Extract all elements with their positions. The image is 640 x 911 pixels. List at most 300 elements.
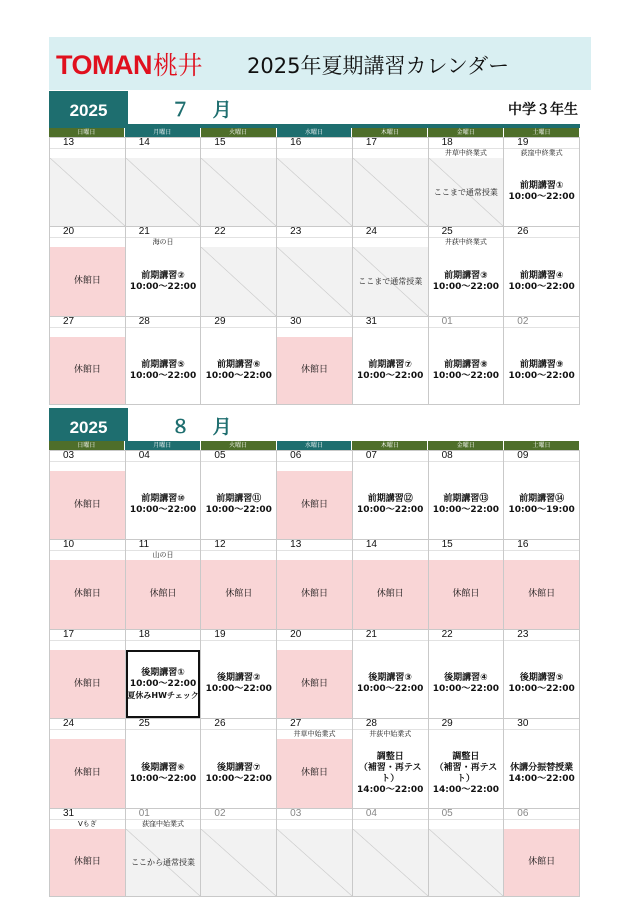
schedule-text <box>301 589 328 600</box>
date-number: 19 <box>517 138 529 148</box>
schedule-text <box>127 668 198 701</box>
schedule-line: 後期講習⑤ <box>519 673 564 683</box>
calendar-day <box>201 451 277 540</box>
schedule-line: 10:00～22:00 <box>129 281 197 292</box>
july-calendar <box>49 91 580 396</box>
august-weekday-6: 土曜日 <box>504 441 580 450</box>
schedule-text <box>74 679 101 690</box>
date-strip <box>429 451 504 461</box>
day-note <box>201 461 276 471</box>
august-weekday-row <box>49 441 580 450</box>
date-strip <box>126 809 201 819</box>
date-number: 08 <box>441 451 453 461</box>
day-note <box>353 461 428 471</box>
day-schedule <box>277 337 352 404</box>
date-strip <box>201 630 276 640</box>
day-schedule <box>353 650 428 718</box>
schedule-line: 休館日 <box>300 365 328 375</box>
schedule-line: 休館日 <box>376 589 404 599</box>
day-schedule <box>277 247 352 316</box>
day-note <box>50 550 125 560</box>
day-schedule <box>50 739 125 808</box>
schedule-line: 前期講習⑤ <box>141 359 185 370</box>
schedule-line: 10:00～22:00 <box>357 505 424 515</box>
day-schedule <box>429 829 504 896</box>
day-schedule <box>126 337 201 404</box>
day-schedule <box>353 560 428 629</box>
date-number: 13 <box>63 138 75 148</box>
schedule-text <box>452 589 479 600</box>
day-schedule <box>277 158 352 226</box>
day-schedule <box>126 829 201 896</box>
schedule-line: 調整日 <box>376 751 404 762</box>
date-strip <box>50 630 125 640</box>
grade-label: 中学３年生 <box>508 102 578 118</box>
brand-logo <box>56 46 202 82</box>
date-strip <box>50 719 125 729</box>
day-note <box>126 327 201 337</box>
day-note <box>429 819 504 829</box>
calendar-day <box>201 809 277 897</box>
date-number: 23 <box>290 227 302 237</box>
day-schedule <box>353 247 428 316</box>
august-grid <box>49 450 580 897</box>
date-strip <box>277 451 352 461</box>
date-number: 26 <box>517 227 529 237</box>
schedule-line: 休館日 <box>73 276 101 286</box>
schedule-line: （補習・再テスト） <box>434 762 498 784</box>
schedule-line: 10:00～22:00 <box>129 505 197 515</box>
july-month-label: ７ 月 <box>171 99 240 121</box>
date-number: 16 <box>290 138 302 148</box>
date-number: 17 <box>365 138 377 148</box>
schedule-line: 前期講習⑧ <box>444 359 488 370</box>
date-strip <box>504 630 579 640</box>
calendar-day <box>429 809 505 897</box>
schedule-line: 後期講習⑦ <box>216 762 261 773</box>
schedule-line: 前期講習① <box>519 181 564 191</box>
day-note <box>201 237 276 247</box>
day-schedule <box>353 739 428 808</box>
day-note <box>201 729 276 739</box>
date-strip <box>277 540 352 550</box>
day-note <box>50 148 125 158</box>
day-schedule <box>277 739 352 808</box>
date-strip <box>353 540 428 550</box>
schedule-text <box>206 360 272 382</box>
date-number: 09 <box>517 451 529 461</box>
date-strip <box>353 317 428 327</box>
date-strip <box>429 719 504 729</box>
schedule-text <box>433 271 499 293</box>
date-strip <box>504 317 579 327</box>
day-note <box>201 550 276 560</box>
schedule-line: 10:00～22:00 <box>508 370 575 381</box>
schedule-line: 前期講習⑨ <box>519 359 564 370</box>
date-strip <box>201 227 276 237</box>
date-number: 02 <box>214 809 226 819</box>
day-schedule <box>126 560 201 629</box>
day-note <box>353 640 428 650</box>
calendar-day <box>126 540 202 630</box>
schedule-line: 後期講習② <box>216 673 261 683</box>
day-schedule <box>504 560 579 629</box>
date-strip <box>277 138 352 148</box>
date-number: 13 <box>290 540 302 550</box>
date-strip <box>277 227 352 237</box>
date-strip <box>277 719 352 729</box>
july-weekday-4: 木曜日 <box>352 128 428 137</box>
august-year: 2025 <box>49 408 128 445</box>
calendar-day <box>50 719 126 809</box>
schedule-line: 10:00～22:00 <box>129 773 197 784</box>
date-number: 22 <box>214 227 226 237</box>
date-number: 01 <box>441 317 453 327</box>
schedule-line: 10:00～22:00 <box>357 370 424 381</box>
brand-jp: 桃井 <box>153 51 203 80</box>
day-schedule <box>504 739 579 808</box>
day-note <box>50 729 125 739</box>
date-number: 25 <box>441 227 453 237</box>
day-schedule <box>201 829 276 896</box>
calendar-day <box>201 630 277 719</box>
date-strip <box>504 809 579 819</box>
schedule-line: 後期講習③ <box>368 673 412 683</box>
day-schedule <box>429 471 504 539</box>
day-note <box>277 550 352 560</box>
schedule-line: 休館日 <box>528 857 556 867</box>
day-schedule <box>504 829 579 896</box>
schedule-text <box>74 276 101 287</box>
calendar-day <box>429 317 505 405</box>
calendar-day <box>50 138 126 227</box>
schedule-line: ここまで通常授業 <box>358 277 423 286</box>
schedule-line: 10:00～22:00 <box>508 192 575 202</box>
calendar-day <box>429 630 505 719</box>
date-number: 04 <box>138 451 150 461</box>
schedule-line: 前期講習⑥ <box>216 359 261 370</box>
day-schedule <box>504 158 579 226</box>
schedule-line: 調整日 <box>452 751 480 762</box>
schedule-text <box>74 768 101 779</box>
day-schedule <box>50 337 125 404</box>
calendar-day <box>353 719 429 809</box>
schedule-line: 休館日 <box>73 589 101 599</box>
schedule-line: 前期講習④ <box>519 270 564 281</box>
schedule-line: 10:00～22:00 <box>432 370 500 381</box>
schedule-text <box>206 763 272 785</box>
page-title: 2025年夏期講習カレンダー <box>247 54 510 78</box>
date-strip <box>201 317 276 327</box>
july-weekday-1: 月曜日 <box>125 128 201 137</box>
calendar-day <box>201 317 277 405</box>
calendar-day <box>126 317 202 405</box>
date-strip <box>126 540 201 550</box>
day-note <box>353 819 428 829</box>
calendar-day <box>353 630 429 719</box>
date-strip <box>126 227 201 237</box>
calendar-day <box>429 719 505 809</box>
date-number: 22 <box>441 630 453 640</box>
date-strip <box>126 317 201 327</box>
day-note: Vもぎ <box>50 819 125 829</box>
calendar-day <box>277 809 353 897</box>
day-note <box>353 237 428 247</box>
schedule-text <box>508 763 574 785</box>
july-weekday-5: 金曜日 <box>428 128 504 137</box>
august-weekday-5: 金曜日 <box>428 441 504 450</box>
schedule-line: 休館日 <box>300 499 328 510</box>
date-strip <box>504 719 579 729</box>
date-strip <box>429 138 504 148</box>
date-strip <box>201 138 276 148</box>
date-strip <box>353 809 428 819</box>
day-note <box>429 550 504 560</box>
day-note: 海の日 <box>126 237 201 247</box>
day-schedule <box>201 739 276 808</box>
schedule-text <box>301 679 328 690</box>
schedule-text <box>74 500 101 511</box>
day-schedule <box>353 829 428 896</box>
july-weekday-3: 水曜日 <box>277 128 353 137</box>
schedule-text <box>434 187 498 198</box>
july-weekday-row <box>49 128 580 137</box>
day-note <box>201 148 276 158</box>
schedule-line: 前期講習⑬ <box>443 494 489 504</box>
day-note <box>277 819 352 829</box>
day-schedule <box>353 158 428 226</box>
schedule-line: 10:00～22:00 <box>205 505 272 515</box>
calendar-day <box>126 809 202 897</box>
date-number: 15 <box>441 540 453 550</box>
calendar-day <box>277 227 353 317</box>
schedule-line: 休館日 <box>225 589 253 599</box>
day-schedule <box>126 471 201 539</box>
calendar-day <box>353 227 429 317</box>
schedule-line: 14:00～22:00 <box>357 784 424 795</box>
day-schedule <box>126 247 201 316</box>
calendar-day <box>504 317 580 405</box>
day-schedule <box>50 247 125 316</box>
date-strip <box>429 227 504 237</box>
schedule-text <box>508 271 574 293</box>
day-note <box>277 461 352 471</box>
schedule-line: 14:00～22:00 <box>508 773 575 784</box>
day-note <box>277 148 352 158</box>
day-note: 荻窪中始業式 <box>126 819 201 829</box>
date-number: 14 <box>138 138 150 148</box>
schedule-text <box>357 494 423 516</box>
day-note <box>277 640 352 650</box>
schedule-text <box>206 494 272 516</box>
day-schedule <box>50 560 125 629</box>
day-note <box>201 640 276 650</box>
day-note <box>353 550 428 560</box>
date-strip <box>353 630 428 640</box>
schedule-line: 休館日 <box>300 768 328 778</box>
day-note <box>50 640 125 650</box>
date-number: 27 <box>63 317 75 327</box>
calendar-day <box>277 719 353 809</box>
day-schedule <box>201 560 276 629</box>
calendar-day <box>429 227 505 317</box>
date-number: 14 <box>365 540 377 550</box>
calendar-day <box>277 317 353 405</box>
date-number: 31 <box>63 809 75 819</box>
schedule-text <box>150 589 177 600</box>
july-weekday-2: 火曜日 <box>201 128 277 137</box>
schedule-text <box>508 494 574 516</box>
schedule-text <box>74 365 101 376</box>
schedule-line: 夏休みHWチェック <box>127 690 199 700</box>
date-strip <box>50 540 125 550</box>
date-strip <box>126 138 201 148</box>
date-strip <box>126 630 201 640</box>
day-schedule <box>201 158 276 226</box>
date-number: 11 <box>138 540 150 550</box>
schedule-line: 後期講習④ <box>444 673 488 683</box>
schedule-line: 休館日 <box>300 589 328 599</box>
day-note <box>50 237 125 247</box>
schedule-line: 前期講習⑭ <box>519 494 565 504</box>
day-note <box>126 461 201 471</box>
day-note <box>504 819 579 829</box>
date-strip <box>353 227 428 237</box>
schedule-line: 前期講習⑪ <box>216 494 262 504</box>
date-number: 21 <box>365 630 377 640</box>
schedule-line: 休館日 <box>452 589 480 599</box>
july-weekday-6: 土曜日 <box>504 128 580 137</box>
day-note <box>201 327 276 337</box>
schedule-text <box>508 181 574 203</box>
calendar-day <box>126 227 202 317</box>
august-weekday-1: 月曜日 <box>125 441 201 450</box>
day-schedule <box>504 650 579 718</box>
date-number: 18 <box>138 630 150 640</box>
date-number: 12 <box>214 540 226 550</box>
day-note <box>504 640 579 650</box>
schedule-text <box>74 589 101 600</box>
calendar-day <box>277 138 353 227</box>
schedule-line: 休館日 <box>73 365 101 375</box>
date-number: 24 <box>365 227 377 237</box>
schedule-line: 10:00～22:00 <box>432 505 500 515</box>
calendar-day <box>126 451 202 540</box>
day-schedule <box>504 337 579 404</box>
date-strip <box>429 540 504 550</box>
date-strip <box>353 719 428 729</box>
day-schedule <box>201 337 276 404</box>
day-schedule <box>277 829 352 896</box>
day-note <box>504 237 579 247</box>
date-number: 21 <box>138 227 150 237</box>
day-schedule <box>126 650 201 718</box>
date-strip <box>201 809 276 819</box>
day-schedule <box>126 158 201 226</box>
calendar-day <box>353 451 429 540</box>
date-strip <box>50 451 125 461</box>
date-strip <box>50 809 125 819</box>
calendar-day <box>504 138 580 227</box>
schedule-text <box>130 494 196 516</box>
calendar-day <box>429 451 505 540</box>
schedule-line: 休館日 <box>149 589 177 599</box>
brand-latin: TOMAN <box>56 50 152 80</box>
schedule-line: 10:00～22:00 <box>205 773 272 784</box>
august-calendar <box>49 408 580 878</box>
day-note <box>504 729 579 739</box>
calendar-day <box>201 540 277 630</box>
schedule-line: 前期講習⑫ <box>367 494 413 504</box>
date-strip <box>504 451 579 461</box>
schedule-line: ここから通常授業 <box>131 858 196 867</box>
day-note <box>50 461 125 471</box>
calendar-day <box>504 719 580 809</box>
day-schedule <box>353 471 428 539</box>
day-note <box>353 148 428 158</box>
day-schedule <box>277 560 352 629</box>
day-note <box>277 327 352 337</box>
day-note: 井草中終業式 <box>429 148 504 158</box>
date-number: 16 <box>517 540 529 550</box>
date-number: 05 <box>214 451 226 461</box>
date-strip <box>277 809 352 819</box>
date-number: 18 <box>441 138 453 148</box>
calendar-day <box>50 809 126 897</box>
schedule-line: 休館日 <box>528 589 556 599</box>
date-strip <box>429 809 504 819</box>
calendar-day <box>353 138 429 227</box>
schedule-line: 10:00～22:00 <box>432 281 500 292</box>
august-weekday-4: 木曜日 <box>352 441 428 450</box>
day-schedule <box>429 560 504 629</box>
schedule-line: 10:00～22:00 <box>508 281 575 292</box>
schedule-line: 10:00～22:00 <box>205 370 272 381</box>
calendar-day <box>353 317 429 405</box>
schedule-text <box>301 768 328 779</box>
day-note <box>126 729 201 739</box>
day-schedule <box>429 158 504 226</box>
day-note <box>429 327 504 337</box>
day-schedule <box>201 650 276 718</box>
day-note: 山の日 <box>126 550 201 560</box>
schedule-text <box>130 271 196 293</box>
schedule-text <box>508 673 574 695</box>
date-strip <box>504 540 579 550</box>
schedule-text <box>528 857 555 868</box>
schedule-line: 休講分振替授業 <box>510 762 574 773</box>
schedule-text <box>301 500 328 511</box>
schedule-line: 休館日 <box>300 678 328 689</box>
schedule-text <box>131 857 195 868</box>
date-number: 24 <box>63 719 75 729</box>
august-weekday-0: 日曜日 <box>49 441 125 450</box>
schedule-text <box>433 673 499 695</box>
schedule-text <box>353 752 428 796</box>
july-weekday-0: 日曜日 <box>49 128 125 137</box>
schedule-text <box>433 360 499 382</box>
calendar-day <box>429 138 505 227</box>
date-number: 28 <box>138 317 150 327</box>
schedule-line: 10:00～22:00 <box>508 684 575 694</box>
date-number: 15 <box>214 138 226 148</box>
schedule-line: 10:00～22:00 <box>129 370 197 381</box>
schedule-text <box>429 752 504 796</box>
date-number: 07 <box>365 451 377 461</box>
schedule-line: 後期講習⑥ <box>141 762 185 773</box>
day-schedule <box>504 247 579 316</box>
date-number: 30 <box>517 719 529 729</box>
